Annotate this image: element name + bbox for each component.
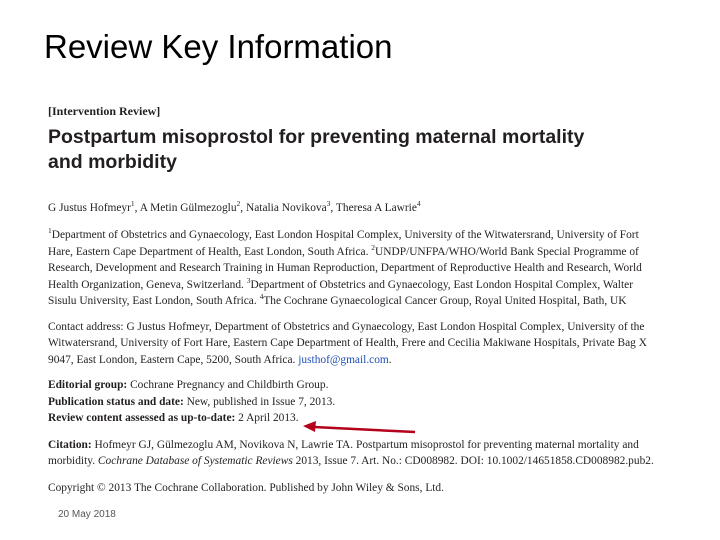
affiliation-text: The Cochrane Gynaecological Cancer Group, Royal United Hospital, Bath, UK [263, 295, 627, 307]
contact-line: Witwatersrand, University of Fort Hare, Eastern Cape Department of Health, Frere and Cecilia Makiwane Hospitals, Private Bag X [48, 337, 647, 349]
arrow-head [303, 421, 316, 432]
affiliation-sup: 4 [259, 292, 264, 302]
slide-title: Review Key Information [44, 28, 393, 65]
citation-text: morbidity. [48, 455, 96, 467]
author: Theresa A Lawrie [335, 202, 417, 214]
affiliation-text: UNDP/UNFPA/WHO/World Bank Special Programme of [375, 245, 639, 258]
author-separator: , [134, 202, 140, 214]
author-affiliation-sup: 3 [326, 199, 331, 209]
editorial-group-label: Editorial group: [48, 379, 128, 391]
author-affiliation-sup: 1 [130, 199, 135, 209]
paper-title-line1: Postpartum misoprostol for preventing maternal mortality [48, 126, 585, 148]
slide-footer-date: 20 May 2018 [58, 509, 116, 520]
up-to-date-label: Review content assessed as up-to-date: [48, 412, 236, 424]
affiliation-text: Department of Obstetrics and Gynaecology, East London Hospital Complex, University of the Witwatersrand, University of Fort [51, 229, 639, 241]
contact-line-end: . [388, 353, 392, 366]
author: A Metin Gülmezoglu [139, 202, 237, 214]
affiliation-sup: 3 [246, 275, 251, 285]
contact-line: 9047, East London, Eastern Cape, 5200, South Africa. [48, 353, 296, 366]
affiliation-text: Research, Development and Research Training in Human Reproduction, Department of Reproductive Health and Research, World [48, 262, 642, 274]
citation-label: Citation: [48, 438, 92, 451]
author-separator: , [330, 202, 336, 214]
journal-name: Cochrane Database of Systematic Reviews [97, 455, 293, 467]
email-link[interactable]: justhof@gmail.com [298, 353, 389, 366]
paper-title-line2: and morbidity [48, 151, 177, 173]
editorial-group-value: Cochrane Pregnancy and Childbirth Group. [130, 379, 329, 391]
publication-status-label: Publication status and date: [48, 395, 184, 408]
author-separator: , [240, 202, 246, 214]
author-affiliation-sup: 4 [416, 199, 421, 209]
citation-text: 2013, Issue 7. Art. No.: CD008982. DOI: 10.1002/14651858.CD008982.pub2. [295, 455, 654, 467]
author-affiliation-sup: 2 [236, 199, 241, 209]
affiliation-sup: 1 [48, 226, 52, 236]
affiliation-text: Department of Obstetrics and Gynaecology, East London Hospital Complex, Walter [250, 278, 633, 291]
arrow-shaft [314, 427, 415, 432]
review-type: [Intervention Review] [48, 104, 161, 118]
author: Natalia Novikova [246, 202, 327, 214]
affiliation-sup: 2 [371, 242, 376, 252]
affiliation-text: Hare, Eastern Cape Department of Health, East London, South Africa. [48, 245, 369, 258]
affiliation-text: Sisulu University, East London, South Africa. [48, 295, 257, 307]
copyright: Copyright © 2013 The Cochrane Collaboration. Published by John Wiley & Sons, Ltd. [48, 481, 444, 494]
up-to-date-value: 2 April 2013. [238, 412, 299, 424]
affiliation-text: Health Organization, Geneva, Switzerland. [48, 278, 244, 291]
contact-line: Contact address: G Justus Hofmeyr, Department of Obstetrics and Gynaecology, East London Hospital Complex, University of the [48, 320, 645, 333]
publication-status-value: New, published in Issue 7, 2013. [186, 395, 336, 408]
author: G Justus Hofmeyr [48, 202, 131, 214]
citation-text: Hofmeyr GJ, Gülmezoglu AM, Novikova N, Lawrie TA. Postpartum misoprostol for preventing maternal mortality and [94, 438, 639, 451]
